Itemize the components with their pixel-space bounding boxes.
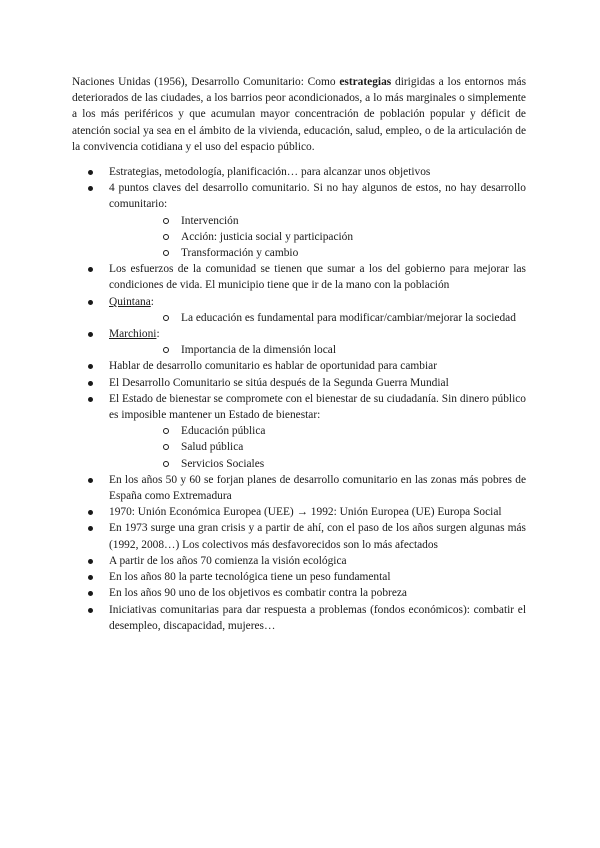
hollow-bullet-icon <box>163 218 169 224</box>
document-body <box>72 74 526 634</box>
list-item-text: En los años 80 la parte tecnológica tiene un peso fundamental <box>109 571 391 584</box>
list-item-text: En los años 90 uno de los objetivos es combatir contra la pobreza <box>109 587 407 600</box>
sublist-item-text: La educación es fundamental para modificar/cambiar/mejorar la sociedad <box>181 311 516 324</box>
bullet-icon <box>88 332 93 337</box>
colon: : <box>150 295 154 308</box>
author-marchioni: Marchioni <box>109 328 157 341</box>
sublist-item-text: Intervención <box>181 214 239 227</box>
sublist-item-text: Servicios Sociales <box>181 457 265 470</box>
list-item-text: El Desarrollo Comunitario se sitúa después de la Segunda Guerra Mundial <box>109 376 449 389</box>
list-item <box>72 472 526 504</box>
list-item <box>72 602 526 634</box>
list-item <box>72 164 526 180</box>
list-item <box>72 358 526 374</box>
intro-text-start: Naciones Unidas (1956), Desarrollo Comunitario: Como <box>72 76 340 88</box>
sublist-item <box>145 456 526 472</box>
hollow-bullet-icon <box>163 315 169 321</box>
hollow-bullet-icon <box>163 347 169 353</box>
list-item-text: El Estado de bienestar se compromete con el bienestar de su ciudadanía. Sin dinero público es imposible mantener un Estado de bienestar: <box>109 392 526 422</box>
sublist-marchioni <box>109 342 526 358</box>
bullet-icon <box>88 186 93 191</box>
list-item-text: A partir de los años 70 comienza la visión ecológica <box>109 554 347 567</box>
list-item-text: En 1973 surge una gran crisis y a partir de ahí, con el paso de los años surgen algunas más (1992, 2008…) Los colectivos más desfavorecidos son lo más afectados <box>109 522 526 551</box>
list-item-text: Iniciativas comunitarias para dar respuesta a problemas (fondos económicos): combatir el desempleo, discapacidad, mujeres… <box>109 603 526 632</box>
bullet-icon <box>88 300 93 305</box>
sublist-quintana <box>109 310 526 326</box>
bullet-icon <box>88 608 93 613</box>
sublist-item-text: Salud pública <box>181 441 244 454</box>
list-item-text: 1970: Unión Económica Europea (UEE) → 1992: Unión Europea (UE) Europa Social <box>109 506 502 519</box>
bullet-icon <box>88 526 93 531</box>
author-quintana: Quintana <box>109 295 151 308</box>
hollow-bullet-icon <box>163 234 169 240</box>
hollow-bullet-icon <box>163 461 169 467</box>
bullet-icon <box>88 397 93 402</box>
list-item-text: En los años 50 y 60 se forjan planes de desarrollo comunitario en las zonas más pobres de España como Extremadura <box>109 473 526 503</box>
bullet-icon <box>88 381 93 386</box>
sublist-item <box>145 213 526 229</box>
sublist-item <box>145 342 526 358</box>
bullet-icon <box>88 364 93 369</box>
bullet-icon <box>88 591 93 596</box>
sublist-puntos-clave <box>109 213 526 262</box>
sublist-item-text: Importancia de la dimensión local <box>181 344 336 357</box>
bullet-icon <box>88 575 93 580</box>
list-item <box>72 569 526 585</box>
bullet-icon <box>88 510 93 515</box>
sublist-item <box>145 439 526 455</box>
list-item <box>72 326 526 358</box>
list-item <box>72 375 526 391</box>
list-item <box>72 520 526 552</box>
hollow-bullet-icon <box>163 250 169 256</box>
list-item <box>72 553 526 569</box>
intro-bold-word: estrategias <box>339 76 392 88</box>
list-item-text: Los esfuerzos de la comunidad se tienen que sumar a los del gobierno para mejorar las condiciones de vida. El municipio tiene que ir de la mano con la población <box>109 263 526 292</box>
sublist-item-text: Educación pública <box>181 425 266 438</box>
list-item-text: Hablar de desarrollo comunitario es hablar de oportunidad para cambiar <box>109 360 437 373</box>
sublist-item <box>145 423 526 439</box>
sublist-item <box>145 245 526 261</box>
bullet-icon <box>88 478 93 483</box>
intro-text-end: dirigidas a los entornos más deteriorados de las ciudades, a los barrios peor acondicionados, a lo más marginales o simplemente a los más periféricos y que acumulan mayor concentración de población popular y déficit de atención social ya sea en el ámbito de la vivienda, educación, salud, empleo, o de la articulación de la convivencia cotidiana y el uso del espacio público. <box>72 76 527 153</box>
sublist-item <box>145 310 526 326</box>
sublist-item <box>145 229 526 245</box>
list-item-text: 4 puntos claves del desarrollo comunitario. Si no hay algunos de estos, no hay desarrollo comunitario: <box>109 182 526 211</box>
list-item <box>72 261 526 293</box>
colon: : <box>156 328 160 341</box>
sublist-bienestar <box>109 423 526 472</box>
main-bullet-list <box>72 164 526 634</box>
sublist-item-text: Transformación y cambio <box>181 247 299 260</box>
list-item <box>72 504 526 520</box>
bullet-icon <box>88 267 93 272</box>
bullet-icon <box>88 170 93 175</box>
list-item-text: Estrategias, metodología, planificación… para alcanzar unos objetivos <box>109 166 431 179</box>
sublist-item-text: Acción: justicia social y participación <box>181 230 354 243</box>
hollow-bullet-icon <box>163 444 169 450</box>
hollow-bullet-icon <box>163 428 169 434</box>
bullet-icon <box>88 559 93 564</box>
intro-paragraph <box>72 74 526 155</box>
list-item <box>72 585 526 601</box>
list-item <box>72 294 526 326</box>
list-item <box>72 180 526 261</box>
list-item <box>72 391 526 472</box>
